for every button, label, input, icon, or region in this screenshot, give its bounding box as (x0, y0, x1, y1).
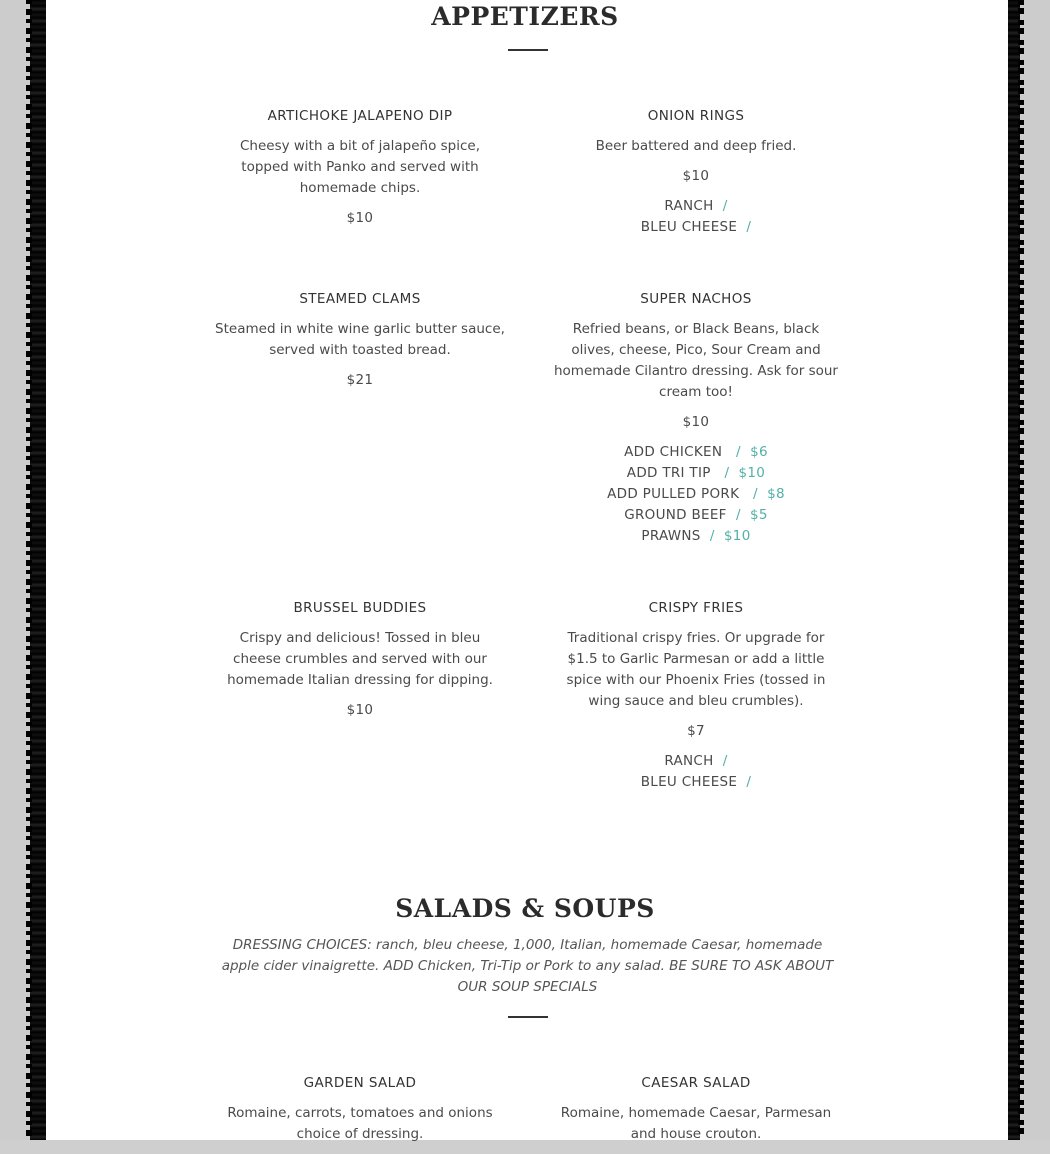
option-price: $10 (738, 465, 766, 481)
item-description: Traditional crispy fries. Or upgrade for $1.5 to Garlic Parmesan or add a little spice with our Phoenix Fries (tossed in wing sauce and bleu crumbles). (566, 630, 826, 709)
item-price: $10 (346, 210, 374, 226)
item-option (551, 505, 841, 526)
option-label: ADD PULLED PORK (607, 486, 740, 502)
salads-soups-heading: SALADS & SOUPS (395, 894, 655, 923)
menu-item-brussel-buddies (215, 598, 505, 730)
item-price: $10 (346, 702, 374, 718)
item-description: Cheesy with a bit of jalapeño spice, topped with Panko and served with homemade chips. (239, 138, 480, 196)
torn-border-right (1008, 0, 1020, 1140)
option-separator: / (746, 219, 752, 235)
item-description: Steamed in white wine garlic butter sauce, served with toasted bread. (215, 321, 505, 358)
menu-item-garden-salad (215, 1073, 505, 1154)
menu-item-crispy-fries (551, 598, 841, 793)
item-option (551, 484, 841, 505)
option-price: $6 (750, 444, 768, 460)
item-description: Refried beans, or Black Beans, black olives, cheese, Pico, Sour Cream and homemade Cilantro dressing. Ask for sour cream too! (553, 321, 838, 400)
option-separator: / (709, 528, 715, 544)
item-description: Romaine, carrots, tomatoes and onions choice of dressing. (227, 1105, 493, 1142)
item-price: $7 (687, 723, 705, 739)
dressing-choices-note: DRESSING CHOICES: ranch, bleu cheese, 1,000, Italian, homemade Caesar, homemade apple cider vinaigrette. ADD Chicken, Tri-Tip or Pork to any salad. BE SURE TO ASK ABOUT OUR SOUP SPECIALS (221, 937, 834, 995)
option-label: BLEU CHEESE (640, 219, 738, 235)
item-name: ARTICHOKE JALAPENO DIP (267, 108, 453, 124)
menu-item-super-nachos (551, 289, 841, 547)
item-name: BRUSSEL BUDDIES (293, 600, 427, 616)
item-name: ONION RINGS (647, 108, 745, 124)
menu-item-artichoke-dip (215, 106, 505, 238)
salads-divider (508, 1016, 548, 1018)
menu-item-onion-rings (551, 106, 841, 238)
option-label: RANCH (664, 753, 714, 769)
item-name: STEAMED CLAMS (299, 291, 421, 307)
menu-item-steamed-clams (215, 289, 505, 400)
option-separator: / (722, 198, 728, 214)
item-name: CAESAR SALAD (641, 1075, 751, 1091)
option-price: $10 (723, 528, 751, 544)
item-option (551, 751, 841, 772)
item-name: CRISPY FRIES (648, 600, 744, 616)
option-separator: / (724, 465, 730, 481)
option-separator: / (746, 774, 752, 790)
appetizers-heading: APPETIZERS (431, 2, 619, 31)
item-name: SUPER NACHOS (640, 291, 752, 307)
item-option (551, 442, 841, 463)
item-option (551, 526, 841, 547)
item-option (551, 463, 841, 484)
torn-border-left (30, 0, 46, 1140)
item-description: Beer battered and deep fried. (595, 138, 797, 154)
option-separator: / (736, 444, 741, 460)
item-price: $21 (346, 372, 374, 388)
option-label: BLEU CHEESE (640, 774, 738, 790)
option-separator: / (722, 753, 728, 769)
item-price: $10 (682, 414, 710, 430)
option-price: $5 (749, 507, 768, 523)
option-separator: / (753, 486, 758, 502)
option-label: PRAWNS (641, 528, 701, 544)
item-option (551, 217, 841, 238)
item-name: GARDEN SALAD (303, 1075, 417, 1091)
item-description: Romaine, homemade Caesar, Parmesan and house crouton. (560, 1105, 832, 1142)
option-separator: / (735, 507, 741, 523)
appetizers-divider (508, 49, 548, 51)
menu-item-caesar-salad (551, 1073, 841, 1154)
option-price: $8 (767, 486, 785, 502)
option-label: ADD TRI TIP (626, 465, 711, 481)
item-price: $10 (682, 168, 710, 184)
item-option (551, 196, 841, 217)
item-description: Crispy and delicious! Tossed in bleu cheese crumbles and served with our homemade Italian dressing for dipping. (227, 630, 493, 688)
option-label: RANCH (664, 198, 714, 214)
item-option (551, 772, 841, 793)
option-label: ADD CHICKEN (624, 444, 723, 460)
option-label: GROUND BEEF (624, 507, 727, 523)
